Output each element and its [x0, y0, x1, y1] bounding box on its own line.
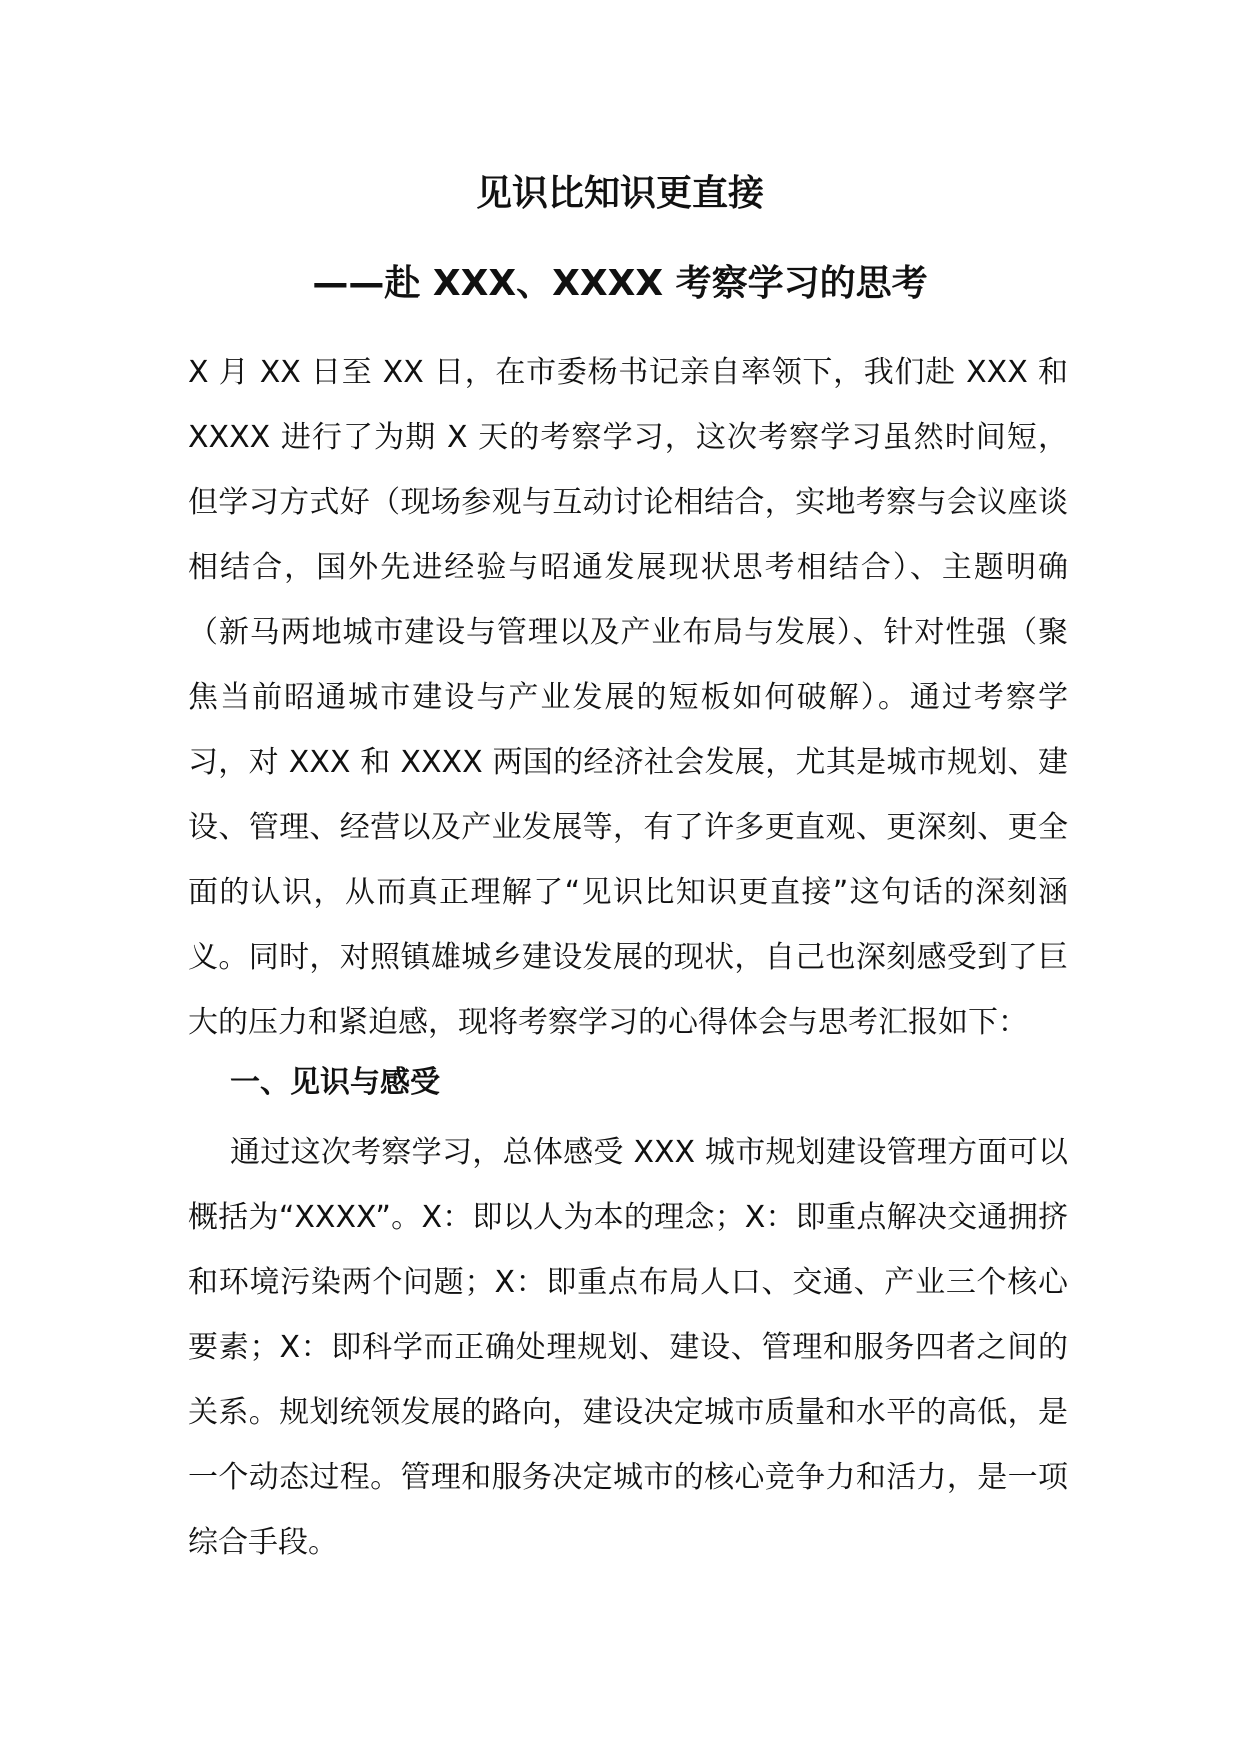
paragraph-intro: X 月 XX 日至 XX 日，在市委杨书记亲自率领下，我们赴 XXX 和 XXXX 进行了为期 X 天的考察学习，这次考察学习虽然时间短，但学习方式好（现场参观与互动讨论相结合，实地考察与会议座谈相结合，国外先进经验与昭通发展现状思考相结合）、主题明确（新马两地城市建设与管理以及产业布局与发展）、针对性强（聚焦当前昭通城市建设与产业发展的短板如何破解）。通过考察学习，对 XXX 和 XXXX 两国的经济社会发展，尤其是城市规划、建设、管理、经营以及产业发展等，有了许多更直观、更深刻、更全面的认识，从而真正理解了“见识比知识更直接”这句话的深刻涵义。同时，对照镇雄城乡建设发展的现状，自己也深刻感受到了巨大的压力和紧迫感，现将考察学习的心得体会与思考汇报如下：: [188, 355, 1068, 1040]
section-heading: 一、见识与感受: [230, 1065, 440, 1100]
document-subtitle: ——赴 XXX、XXXX 考察学习的思考: [312, 263, 928, 304]
document-title: 见识比知识更直接: [475, 173, 764, 214]
paragraph-section-1: 通过这次考察学习，总体感受 XXX 城市规划建设管理方面可以概括为“XXXX”。X：即以人为本的理念；X：即重点解决交通拥挤和环境污染两个问题；X：即重点布局人口、交通、产业三个核心要素；X：即科学而正确处理规划、建设、管理和服务四者之间的关系。规划统领发展的路向，建设决定城市质量和水平的高低，是一个动态过程。管理和服务决定城市的核心竞争力和活力，是一项综合手段。: [188, 1135, 1068, 1560]
